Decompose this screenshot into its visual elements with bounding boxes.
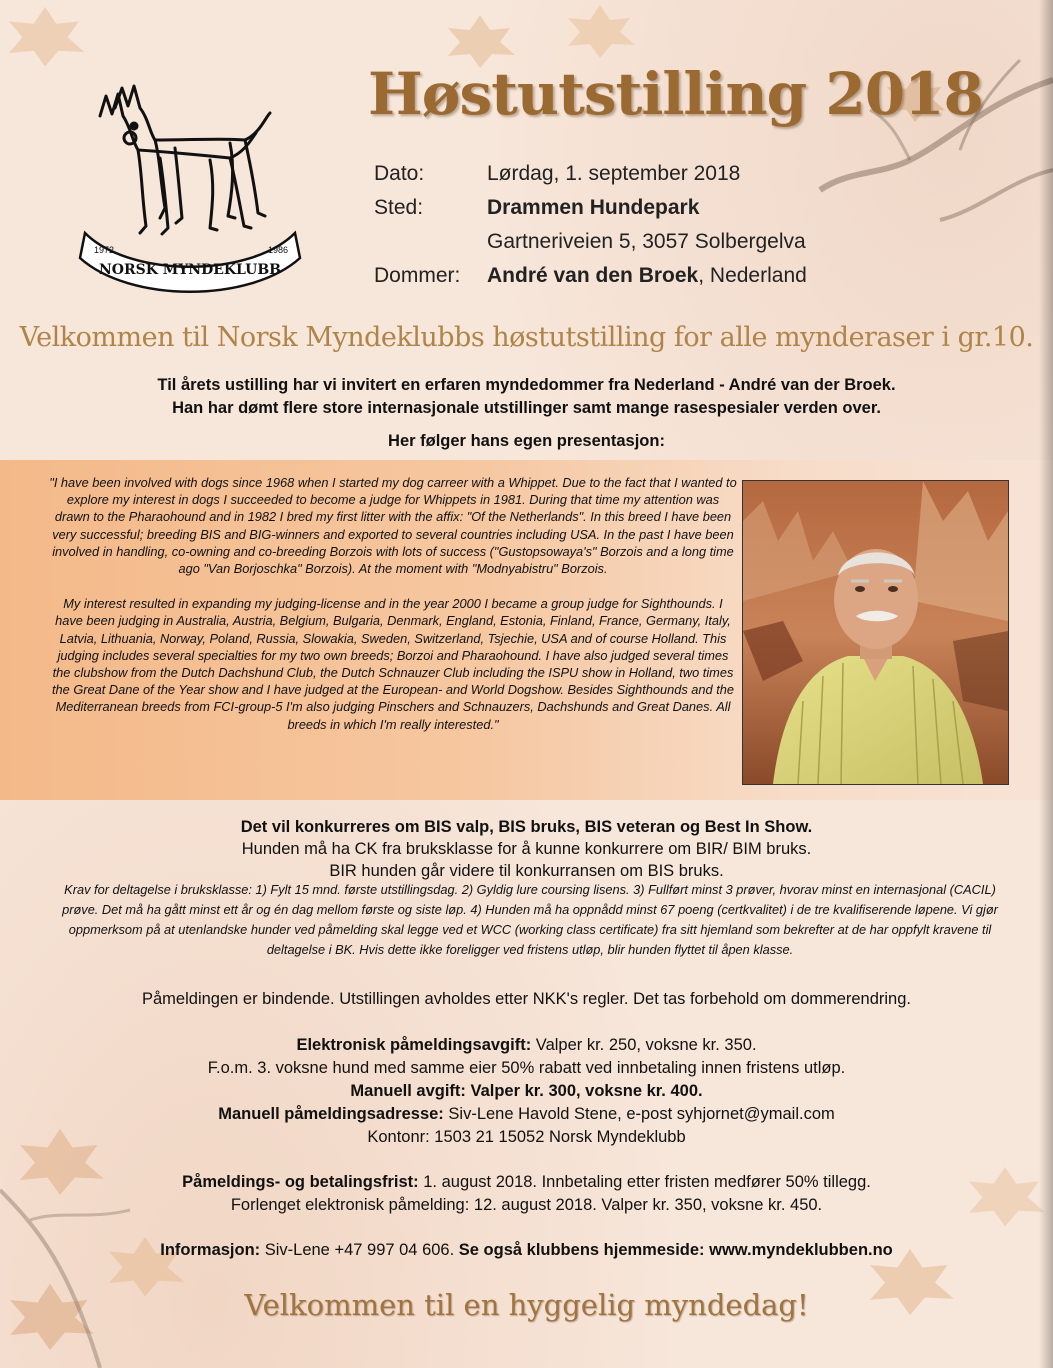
welcome-heading: Velkommen til Norsk Myndeklubbs høstutstilling for alle mynderaser i gr.10. [19,322,1034,353]
page-title: Høstutstilling 2018 [368,60,983,128]
place-value: Drammen Hundepark [487,196,700,219]
place-row [374,196,699,220]
deadline-line [0,1173,1053,1192]
date-value: Lørdag, 1. september 2018 [487,162,741,185]
account-number: Kontonr: 1503 21 15052 Norsk Myndeklubb [367,1128,686,1146]
page-edge-shadow [1039,0,1053,1368]
address-row [374,230,806,254]
fee-manual: Manuell avgift: Valper kr. 300, voksne kr. 400. [350,1082,703,1100]
rules-text: Påmeldingen er bindende. Utstillingen avholdes etter NKK's regler. Det tas forbehold om dommerendring. [142,990,911,1008]
fee-discount: F.o.m. 3. voksne hund med samme eier 50% rabatt ved innbetaling innen fristens utløp. [207,1059,846,1077]
logo-year-left: 1972 [94,245,115,255]
place-label: Sted: [374,196,424,219]
fee-manual-address-label: Manuell påmeldingsadresse: [218,1105,444,1123]
competition-line-1: Det vil konkurreres om BIS valp, BIS bruks, BIS veteran og Best In Show. [240,818,813,836]
judge-label: Dommer: [374,264,461,287]
requirements-text: Krav for deltagelse i bruksklasse: 1) Fylt 15 mnd. første utstillingsdag. 2) Gyldig lure coursing lisens. 3) Fullført minst 3 prøver, hvorav minst en internasjonal (CACIL) prøve. Det må ha gått minst ett år og én dag mellom første og siste løp. 4) Hunden må ha oppnådd minst 67 poeng (certkvalitet) i de tre kvalifiserende løpene. Vi gjør oppmerksom på at utenlandske hunder ved påmelding skal legge ved et WCC (working class certificate) fra sitt hjemland som bekrefter at de har oppfylt kravene til deltagelse i BK. Hvis dette ikke foreligger ved fristens utløp, blir hunden flyttet til åpen klasse. [62,882,998,957]
leaf-icon [560,0,640,60]
address-value: Gartneriveien 5, 3057 Solbergelva [487,230,806,253]
fee-manual-address [0,1105,1053,1124]
judge-bio [48,474,738,751]
deadline-extended: Forlenget elektronisk påmelding: 12. august 2018. Valper kr. 350, voksne kr. 450. [230,1196,823,1214]
judge-country: , Nederland [698,264,807,287]
leaf-icon [960,1160,1050,1230]
competition-line-3: BIR hunden går videre til konkurransen om BIS bruks. [329,862,724,880]
contact-value: Siv-Lene +47 997 04 606. [260,1241,459,1259]
fee-electronic-value: Valper kr. 250, voksne kr. 350. [531,1036,757,1054]
contact-label: Informasjon: [160,1241,261,1259]
deadline-value: 1. august 2018. Innbetaling etter fristen medfører 50% tillegg. [418,1173,871,1191]
footer-greeting: Velkommen til en hyggelig myndedag! [244,1288,809,1322]
leaf-icon [0,0,90,70]
logo-text: NORSK MYNDEKLUBB [99,262,281,278]
intro-line-3: Her følger hans egen presentasjon: [388,432,665,450]
club-logo-icon [60,78,320,298]
deadline-label: Påmeldings- og betalingsfrist: [182,1173,419,1191]
judge-photo-image [743,481,1008,784]
judge-row [374,264,807,288]
fee-electronic [0,1036,1053,1055]
date-label: Dato: [374,162,425,185]
judge-photo [742,480,1009,785]
contact-line [0,1241,1053,1260]
bio-paragraph-1: "I have been involved with dogs since 1968 when I started my dog carreer with a Whippet. Due to the fact that I wanted to explore my interest in dogs I succeeded to become a judge for Whippets in 1981. During that time my attention was drawn to the Pharaohound and in 1982 I bred my first litter with the affix: "Of the Netherlands". In this breed I have been very successful; breeding BIS and BIG-winners and exported to several countries including USA. In the past I have been involved in handling, co-owning and co-breeding Borzois with lots of success ("Gustopsowaya's" Borzois and a long time ago "Van Borjoschka" Borzois). At the moment with "Modnyabistru" Borzois. [49,475,737,577]
bio-paragraph-2: My interest resulted in expanding my judging-license and in the year 2000 I became a group judge for Sighthounds. I have been judging in Australia, Austria, Belgium, Bulgaria, Denmark, England, Estonia, Finland, France, Germany, Italy, Latvia, Lithuania, Norway, Poland, Russia, Slowakia, Sweden, Switzerland, Tsjechie, USA and of course Holland. This judging includes several specialties for my two own breeds; Borzoi and Pharaohound. I have also judged several times the clubshow from the Dutch Dachshund Club, the Dutch Schnauzer Club including the ISPU show in Holland, two times the Great Dane of the Year show and I have judged at the European- and World Dogshow. Besides Sighthounds and the Mediterranean breeds from FCI-group-5 I'm also judging Pinschers and Schnauzers, Dachshunds and Great Danes. All breeds in which I'm really interested." [51,596,734,732]
date-row [374,162,740,186]
intro-line-1: Til årets ustilling har vi invitert en erfaren myndedommer fra Nederland - André van der Broek. [157,376,896,394]
fee-electronic-label: Elektronisk påmeldingsavgift: [296,1036,532,1054]
fee-manual-address-value: Siv-Lene Havold Stene, e-post syhjornet@ymail.com [443,1105,835,1123]
competition-line-2: Hunden må ha CK fra bruksklasse for å kunne konkurrere om BIR/ BIM bruks. [241,840,812,858]
intro-line-2: Han har dømt flere store internasjonale utstillinger samt mange rasespesialer verden over. [172,399,881,417]
logo-year-right: 1986 [268,245,289,255]
judge-name: André van den Broek [487,264,699,287]
contact-website: Se også klubbens hjemmeside: www.myndeklubben.no [458,1241,893,1259]
